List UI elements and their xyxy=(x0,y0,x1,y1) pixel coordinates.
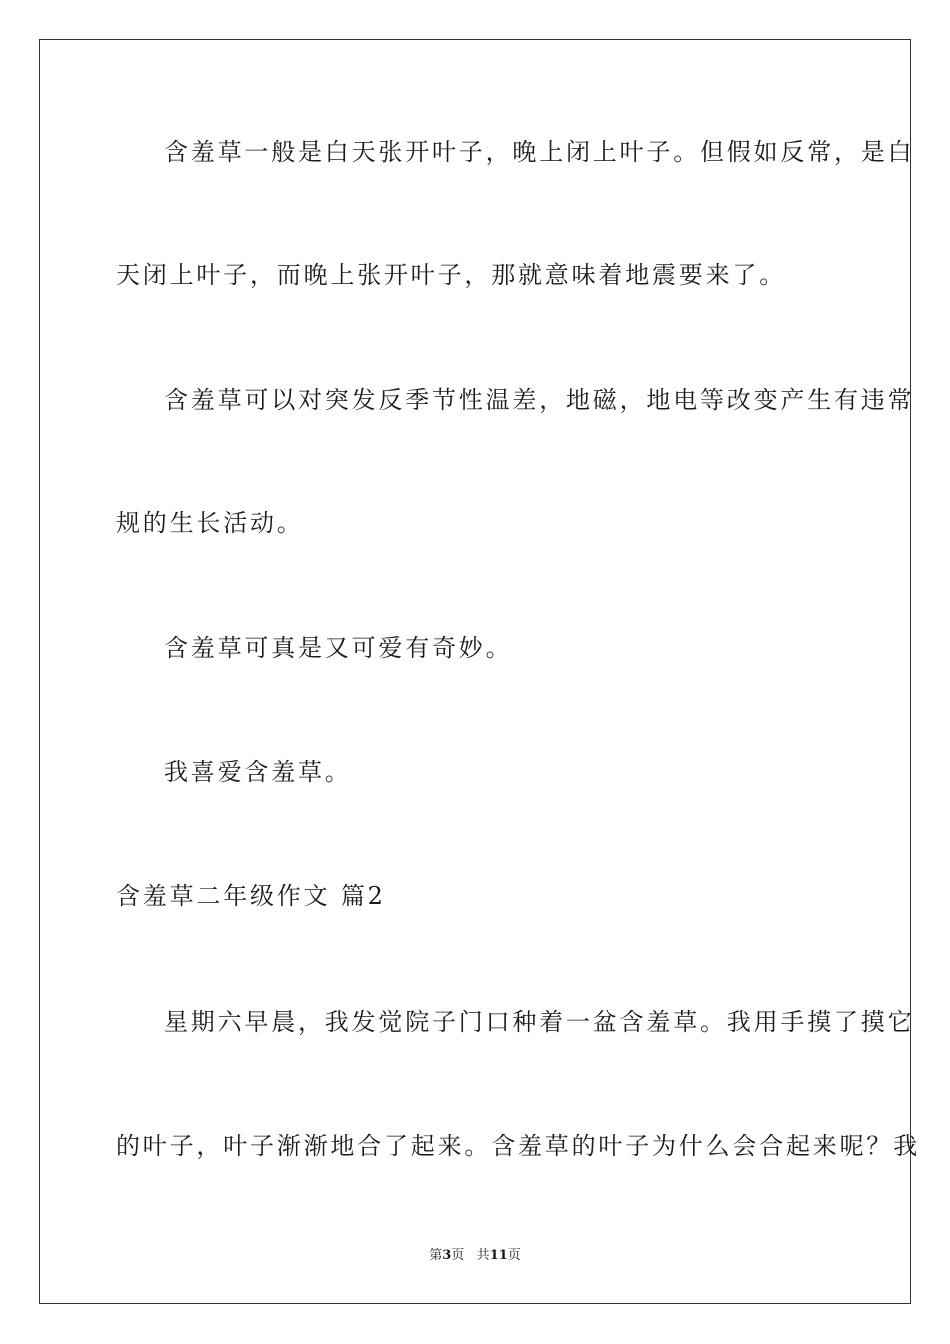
footer-page-number: 3 xyxy=(442,1248,452,1263)
paragraph-5-line-1: 星期六早晨，我发觉院子门口种着一盆含羞草。我用手摸了摸它 xyxy=(164,1008,915,1036)
page-footer xyxy=(0,1247,950,1265)
footer-page-suffix: 页 xyxy=(451,1248,465,1263)
footer-page-prefix: 第 xyxy=(429,1248,443,1263)
footer-total-prefix: 共 xyxy=(476,1248,490,1263)
paragraph-3: 含羞草可真是又可爱有奇妙。 xyxy=(164,634,513,662)
paragraph-5-line-2: 的叶子，叶子渐渐地合了起来。含羞草的叶子为什么会合起来呢？我 xyxy=(116,1132,920,1160)
paragraph-1-line-2: 天闭上叶子，而晚上张开叶子，那就意味着地震要来了。 xyxy=(116,261,786,289)
section-heading: 含羞草二年级作文 篇2 xyxy=(116,882,386,910)
paragraph-4: 我喜爱含羞草。 xyxy=(164,758,352,786)
paragraph-2-line-2: 规的生长活动。 xyxy=(116,509,304,537)
paragraph-2-line-1: 含羞草可以对突发反季节性温差，地磁，地电等改变产生有违常 xyxy=(164,386,915,414)
footer-total-number: 11 xyxy=(489,1248,508,1263)
footer-total-suffix: 页 xyxy=(507,1248,521,1263)
page-border xyxy=(39,39,911,1304)
paragraph-1-line-1: 含羞草一般是白天张开叶子，晚上闭上叶子。但假如反常，是白 xyxy=(164,138,915,166)
